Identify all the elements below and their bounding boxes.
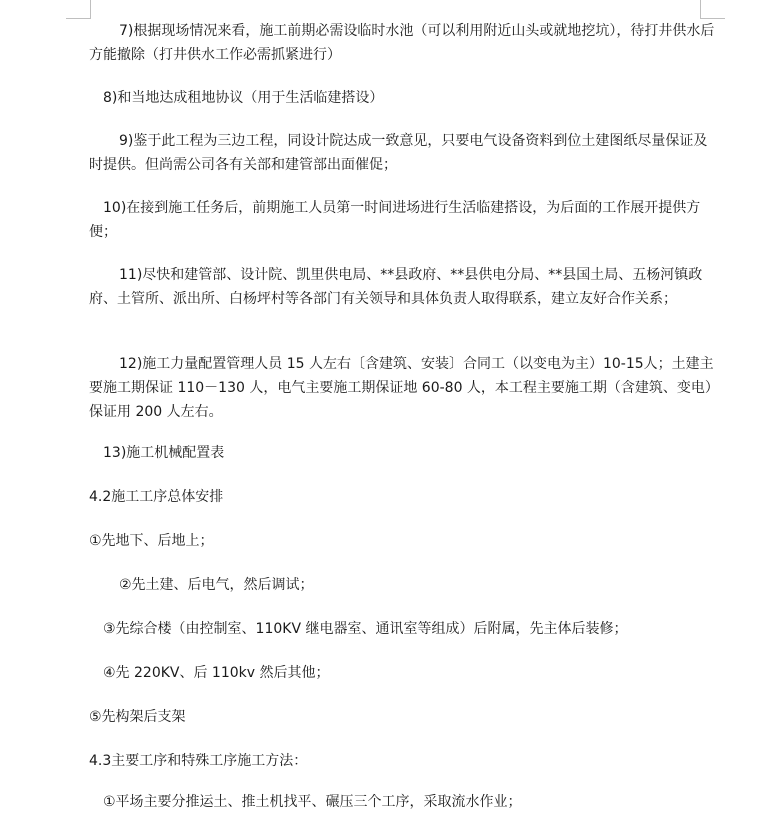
paragraph-7: 7)根据现场情况来看，施工前期必需设临时水池（可以利用附近山头或就地挖坑），待打井供水后方能撤除（打井供水工作必需抓紧进行） (89, 23, 715, 63)
list-item-5: ⑤先构架后支架 (89, 709, 186, 725)
list-item-3: ③先综合楼（由控制室、110KV 继电器室、通讯室等组成）后附属，先主体后装修； (103, 621, 628, 637)
list-item-1: ①先地下、后地上； (89, 533, 214, 549)
list-item-4: ④先 220KV、后 110kv 然后其他； (103, 665, 330, 681)
list-item-2: ②先土建、后电气，然后调试； (119, 577, 314, 593)
section-heading-4-3: 4.3主要工序和特殊工序施工方法： (89, 753, 308, 769)
page-corner-mark-right (700, 0, 725, 19)
section-heading-4-2: 4.2施工工序总体安排 (89, 489, 224, 505)
page-corner-mark-left (66, 0, 91, 19)
list-item-method-1: ①平场主要分推运土、推土机找平、碾压三个工序，采取流水作业； (103, 794, 522, 810)
paragraph-10: 10)在接到施工任务后，前期施工人员第一时间进场进行生活临建搭设，为后面的工作展开提供方便； (89, 200, 701, 240)
paragraph-8: 8)和当地达成租地协议（用于生活临建搭设） (103, 90, 384, 106)
paragraph-11: 11)尽快和建管部、设计院、凯里供电局、**县政府、**县供电分局、**县国土局、五杨河镇政府、土管所、派出所、白杨坪村等各部门有关领导和具体负责人取得联系，建立友好合作关系； (89, 267, 703, 307)
paragraph-13: 13)施工机械配置表 (103, 445, 225, 461)
paragraph-9: 9)鉴于此工程为三边工程，同设计院达成一致意见，只要电气设备资料到位土建图纸尽量保证及时提供。但尚需公司各有关部和建管部出面催促； (89, 133, 708, 173)
paragraph-12: 12)施工力量配置管理人员 15 人左右〔含建筑、安装〕合同工（以变电为主）10-15人；土建主要施工期保证 110－130 人，电气主要施工期保证地 60-80 人，本工程主要施工期（含建筑、变电）保证用 200 人左右。 (89, 356, 714, 420)
